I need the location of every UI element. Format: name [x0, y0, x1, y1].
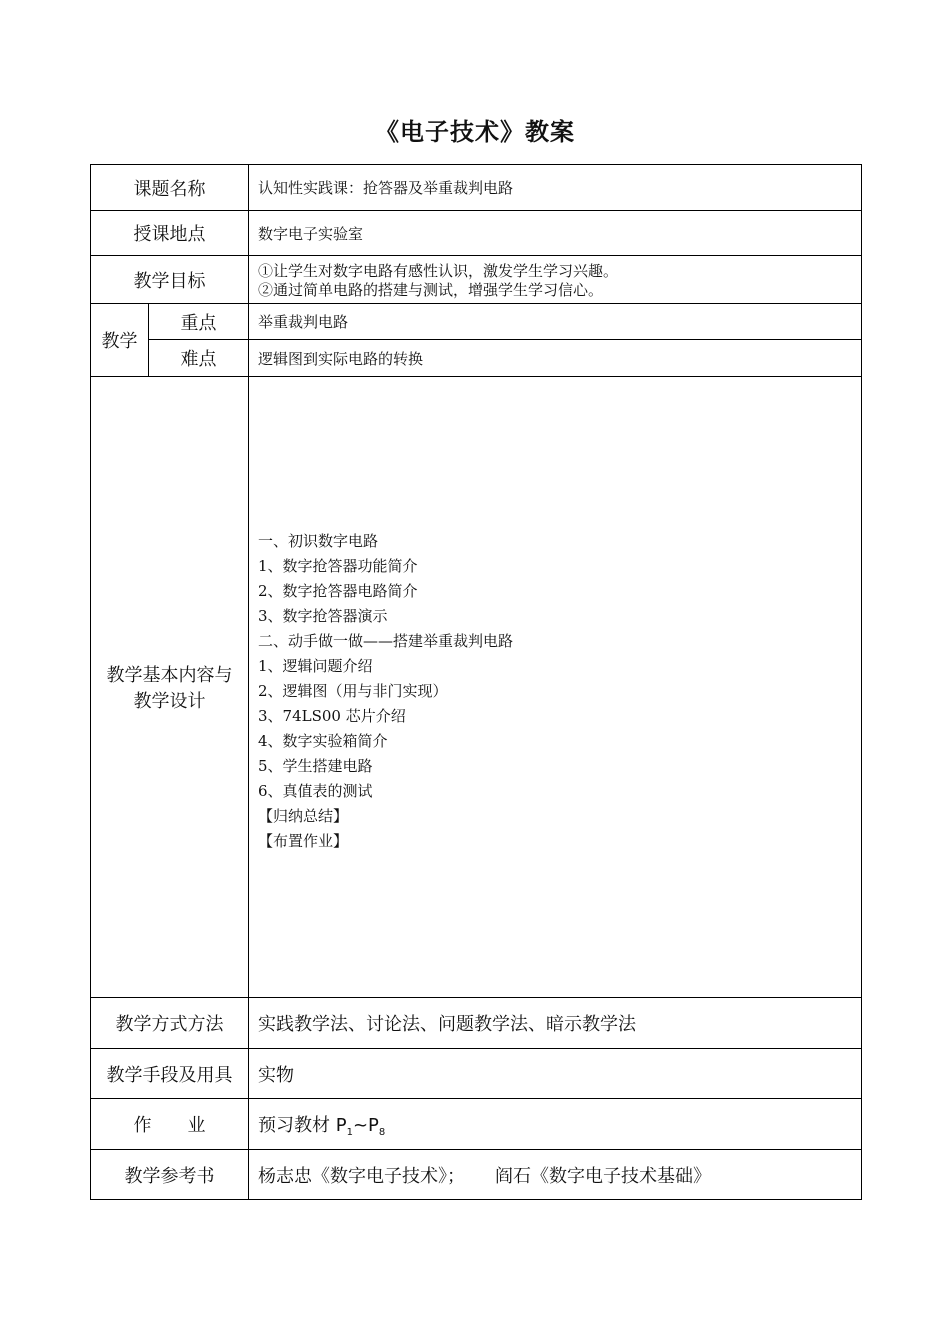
row-homework — [91, 1099, 862, 1150]
goal-line-1: ①让学生对数字电路有感性认识，激发学生学习兴趣。 — [258, 261, 619, 280]
goals-value — [249, 256, 862, 304]
methods-label: 教学方式方法 — [91, 998, 249, 1049]
homework-value — [249, 1099, 862, 1150]
homework-sub-2: 8 — [378, 1126, 386, 1138]
goal-line-2: ②通过简单电路的搭建与测试，增强学生学习信心。 — [258, 280, 604, 299]
row-location — [91, 211, 862, 256]
row-difficulty — [91, 340, 862, 377]
row-goals — [91, 256, 862, 304]
row-content — [91, 377, 862, 998]
content-line: 【归纳总结】 — [258, 806, 349, 825]
homework-label: 作 业 — [91, 1099, 249, 1150]
content-label-line-2: 教学设计 — [133, 691, 206, 712]
row-topic — [91, 165, 862, 211]
references-value — [249, 1150, 862, 1200]
key-point-value: 举重裁判电路 — [249, 304, 862, 340]
content-line: 2、逻辑图（用与非门实现） — [258, 681, 448, 700]
goals-label: 教学目标 — [91, 256, 249, 304]
content-line: 5、学生搭建电路 — [258, 756, 373, 775]
row-key-point — [91, 304, 862, 340]
content-line: 2、数字抢答器电路简介 — [258, 581, 418, 600]
content-line: 6、真值表的测试 — [258, 781, 373, 800]
location-label: 授课地点 — [91, 211, 249, 256]
topic-label: 课题名称 — [91, 165, 249, 211]
content-line: 【布置作业】 — [258, 831, 349, 850]
content-line: 3、74LS00 芯片介绍 — [258, 706, 406, 725]
homework-tilde: ~P — [352, 1114, 379, 1136]
tools-label: 教学手段及用具 — [91, 1049, 249, 1099]
content-list — [249, 521, 861, 854]
content-line: 1、逻辑问题介绍 — [258, 656, 373, 675]
lesson-plan-table — [90, 164, 862, 1200]
tools-value: 实物 — [249, 1049, 862, 1099]
references-label: 教学参考书 — [91, 1150, 249, 1200]
homework-prefix: 预习教材 P — [258, 1114, 347, 1136]
content-line: 一、初识数字电路 — [258, 531, 379, 550]
row-references — [91, 1150, 862, 1200]
topic-value: 认知性实践课：抢答器及举重裁判电路 — [249, 165, 862, 211]
content-line: 4、数字实验箱简介 — [258, 731, 388, 750]
reference-1: 杨志忠《数字电子技术》； — [258, 1165, 465, 1187]
reference-2: 阎石《数字电子技术基础》 — [495, 1165, 711, 1187]
content-line: 二、动手做一做——搭建举重裁判电路 — [258, 631, 514, 650]
content-value — [249, 377, 862, 998]
difficulty-label: 难点 — [149, 340, 249, 377]
methods-value: 实践教学法、讨论法、问题教学法、暗示教学法 — [249, 998, 862, 1049]
content-line: 1、数字抢答器功能简介 — [258, 556, 418, 575]
page-title: 《电子技术》教案 — [375, 118, 575, 146]
teaching-label: 教学 — [91, 304, 149, 377]
content-line: 3、数字抢答器演示 — [258, 606, 388, 625]
difficulty-value: 逻辑图到实际电路的转换 — [249, 340, 862, 377]
key-point-label: 重点 — [149, 304, 249, 340]
homework-sub-1: 1 — [346, 1126, 353, 1138]
content-label — [91, 377, 249, 998]
location-value: 数字电子实验室 — [249, 211, 862, 256]
row-tools — [91, 1049, 862, 1099]
row-methods — [91, 998, 862, 1049]
content-label-line-1: 教学基本内容与 — [106, 665, 233, 686]
